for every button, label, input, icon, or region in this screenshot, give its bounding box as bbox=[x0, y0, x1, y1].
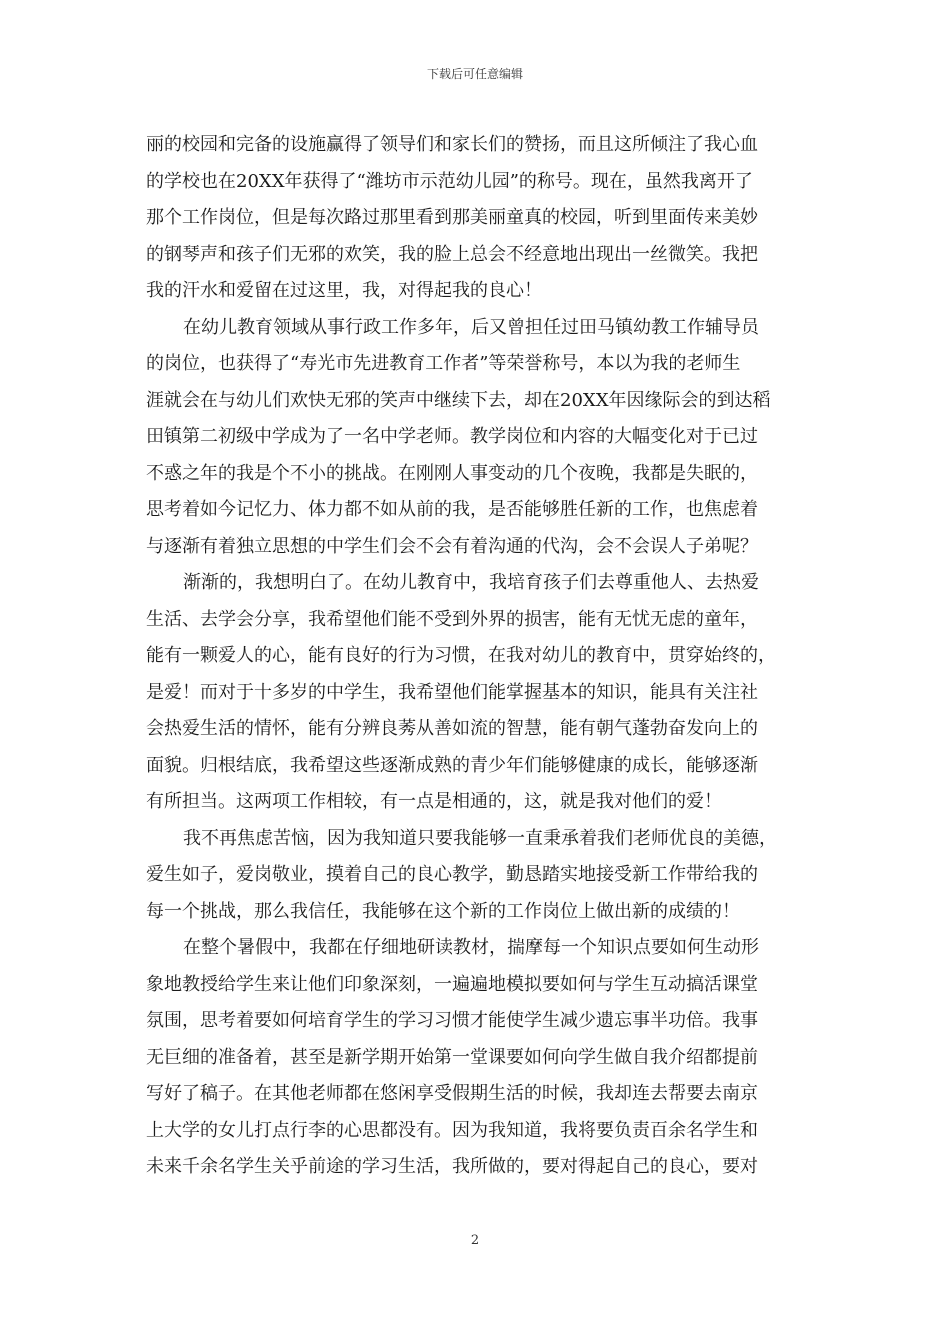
text-line: 渐渐的，我想明白了。在幼儿教育中，我培育孩子们去尊重他人、去热爱 bbox=[183, 572, 759, 593]
text-line: 象地教授给学生来让他们印象深刻，一遍遍地模拟要如何与学生互动搞活课堂 bbox=[146, 973, 758, 995]
page-number: 2 bbox=[470, 1233, 480, 1248]
text-line: 田镇第二初级中学成为了一名中学老师。教学岗位和内容的大幅变化对于已过 bbox=[146, 426, 758, 447]
text-line: 氛围，思考着要如何培育学生的学习习惯才能使学生减少遗忘事半功倍。我事 bbox=[146, 1010, 758, 1031]
text-line: 无巨细的准备着，甚至是新学期开始第一堂课要如何向学生做自我介绍都提前 bbox=[146, 1046, 758, 1068]
text-line: 在整个暑假中，我都在仔细地研读教材，揣摩每一个知识点要如何生动形 bbox=[183, 937, 759, 958]
text-line: 面貌。归根结底，我希望这些逐渐成熟的青少年们能够健康的成长，能够逐渐 bbox=[146, 754, 758, 776]
page-header: 下载后可任意编辑 bbox=[426, 67, 523, 81]
text-line: 能有一颗爱人的心，能有良好的行为习惯，在我对幼儿的教育中，贯穿始终的， bbox=[146, 645, 776, 666]
text-line: 每一个挑战，那么我信任，我能够在这个新的工作岗位上做出新的成绩的！ bbox=[146, 900, 740, 922]
text-line: 的岗位，也获得了“寿光市先进教育工作者”等荣誉称号，本以为我的老师生 bbox=[146, 353, 741, 374]
text-line: 的钢琴声和孩子们无邪的欢笑，我的脸上总会不经意地出现出一丝微笑。我把 bbox=[146, 243, 758, 265]
text-line: 在幼儿教育领域从事行政工作多年，后又曾担任过田马镇幼教工作辅导员 bbox=[183, 316, 759, 338]
text-line: 生活、去学会分享，我希望他们能不受到外界的损害，能有无忧无虑的童年， bbox=[146, 608, 758, 630]
text-line: 的学校也在20XX年获得了“潍坊市示范幼儿园”的称号。现在，虽然我离开了 bbox=[146, 170, 753, 192]
text-line: 丽的校园和完备的设施赢得了领导们和家长们的赞扬，而且这所倾注了我心血 bbox=[146, 134, 758, 155]
text-line: 是爱！而对于十多岁的中学生，我希望他们能掌握基本的知识，能具有关注社 bbox=[146, 681, 758, 703]
text-line: 思考着如今记忆力、体力都不如从前的我，是否能够胜任新的工作，也焦虑着 bbox=[146, 499, 758, 520]
text-line: 有所担当。这两项工作相较，有一点是相通的，这，就是我对他们的爱！ bbox=[146, 791, 722, 812]
body-text bbox=[146, 127, 807, 1186]
text-line: 爱生如子，爱岗敬业，摸着自己的良心教学，勤恳踏实地接受新工作带给我的 bbox=[146, 864, 758, 885]
text-line: 未来千余名学生关乎前途的学习生活，我所做的，要对得起自己的良心，要对 bbox=[146, 1156, 758, 1177]
text-line: 写好了稿子。在其他老师都在悠闲享受假期生活的时候，我却连去帮要去南京 bbox=[146, 1083, 758, 1104]
text-line: 涯就会在与幼儿们欢快无邪的笑声中继续下去，却在20XX年因缘际会的到达稻 bbox=[146, 389, 771, 411]
text-line: 会热爱生活的情怀，能有分辨良莠从善如流的智慧，能有朝气蓬勃奋发向上的 bbox=[146, 718, 758, 739]
text-line: 与逐渐有着独立思想的中学生们会不会有着沟通的代沟，会不会误人子弟呢？ bbox=[146, 535, 758, 557]
text-line: 上大学的女儿打点行李的心思都没有。因为我知道，我将要负责百余名学生和 bbox=[146, 1119, 758, 1141]
text-line: 我不再焦虑苦恼，因为我知道只要我能够一直秉承着我们老师优良的美德， bbox=[183, 827, 777, 849]
text-line: 那个工作岗位，但是每次路过那里看到那美丽童真的校园，听到里面传来美妙 bbox=[146, 207, 758, 228]
text-line: 不惑之年的我是个不小的挑战。在刚刚人事变动的几个夜晚，我都是失眠的， bbox=[146, 462, 758, 484]
text-line: 我的汗水和爱留在过这里，我，对得起我的良心！ bbox=[146, 280, 542, 301]
